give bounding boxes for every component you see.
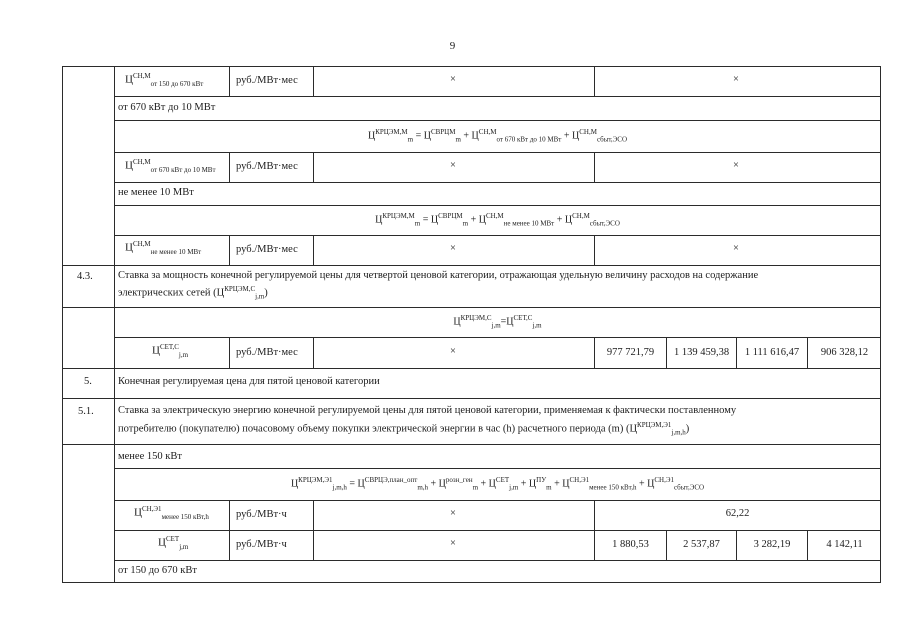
- value-cell: 1 111 616,47: [744, 347, 800, 358]
- section-text: Ставка за мощность конечной регулируемой цены для четвертой ценовой категории, отражающая удельную величину расходов на содержание: [118, 270, 759, 281]
- table-row: [114, 444, 881, 469]
- power-range-label: не менее 10 МВт: [118, 187, 194, 198]
- value-cell: 1 139 459,38: [673, 347, 730, 358]
- formula: $Ц^{КРЦЭМ,М}_m = Ц^{СВРЦМ}_m + Ц^{СН,М}_{от 670 кВт до 10 МВт} + Ц^{СН,М}_{сбыт,ЭСО}$: [367, 128, 628, 144]
- value-cell: 906 328,12: [820, 347, 869, 358]
- power-range-label: от 670 кВт до 10 МВт: [118, 102, 216, 113]
- value-cell: 2 537,87: [683, 539, 720, 550]
- table-row: [114, 182, 881, 206]
- table-row: [114, 560, 881, 583]
- section-number: 5.: [84, 376, 92, 387]
- tariff-symbol: $Ц^{СН,Э1}_{менее 150 кВт,h}$: [134, 505, 209, 521]
- cross-mark: ×: [450, 538, 456, 549]
- section-text: Конечная регулируемая цена для пятой ценовой категории: [118, 376, 380, 387]
- value-cell: 4 142,11: [826, 539, 863, 550]
- value-cell: 977 721,79: [606, 347, 655, 358]
- table-row: [114, 96, 881, 121]
- tariff-symbol: $Ц^{СН,М}_{от 150 до 670 кВт}$: [125, 72, 204, 88]
- unit-label: руб./МВт·мес: [236, 75, 298, 86]
- cross-mark: ×: [450, 160, 456, 171]
- section-number: 4.3.: [77, 271, 93, 282]
- page-number: 9: [449, 40, 456, 52]
- value-cell: 1 880,53: [612, 539, 649, 550]
- value-cell: 62,22: [725, 508, 750, 519]
- unit-label: руб./МВт·ч: [236, 509, 287, 520]
- unit-label: руб./МВт·мес: [236, 347, 298, 358]
- section-text: Ставка за электрическую энергию конечной регулируемой цены для пятой ценовой категории, применяемая к фактически поставленному: [118, 405, 737, 416]
- power-range-label: менее 150 кВт: [118, 451, 182, 462]
- cross-mark: ×: [733, 243, 739, 254]
- unit-label: руб./МВт·мес: [236, 244, 298, 255]
- formula: $Ц^{КРЦЭМ,С}_{j,m}=Ц^{СЕТ,С}_{j,m}$: [453, 314, 542, 330]
- cross-mark: ×: [733, 74, 739, 85]
- unit-label: руб./МВт·ч: [236, 539, 287, 550]
- section-text: электрических сетей $(Ц^{КРЦЭМ,С}_{j,m})$: [118, 285, 268, 301]
- tariff-symbol: $Ц^{СН,М}_{не менее 10 МВт}$: [125, 240, 202, 256]
- section-number: 5.1.: [78, 406, 94, 417]
- formula: $Ц^{КРЦЭМ,М}_m = Ц^{СВРЦМ}_m + Ц^{СН,М}_{не менее 10 МВт} + Ц^{СН,М}_{сбыт,ЭСО}$: [375, 212, 620, 228]
- tariff-symbol: $Ц^{СЕТ}_{j,m}$: [158, 535, 189, 551]
- value-cell: 3 282,19: [753, 539, 791, 550]
- cross-mark: ×: [450, 74, 456, 85]
- power-range-label: от 150 до 670 кВт: [118, 565, 197, 576]
- cross-mark: ×: [733, 160, 739, 171]
- cross-mark: ×: [450, 243, 456, 254]
- section-text: потребителю (покупателю) почасовому объему покупки электрической энергии в час (h) расчетного периода (m) $(Ц^{КРЦЭМ,Э1}_{j,m,h})$: [118, 421, 690, 437]
- unit-label: руб./МВт·мес: [236, 161, 298, 172]
- cross-mark: ×: [450, 508, 456, 519]
- formula: $Ц^{КРЦЭМ,Э1}_{j,m,h} = Ц^{СВРЦЭ,план\_опт}_{m,h} + Ц^{розн\_ген}_m + Ц^{СЕТ}_{j,m} + Ц^{ПУ}_m + Ц^{СН,Э1}_{менее 150 кВт,h} + Ц^{СН,Э1}_{сбыт,ЭСО}$: [290, 476, 705, 492]
- tariff-symbol: $Ц^{СЕТ,С}_{j,m}$: [152, 343, 189, 359]
- tariff-symbol: $Ц^{СН,М}_{от 670 кВт до 10 МВт}$: [125, 158, 216, 174]
- cross-mark: ×: [450, 346, 456, 357]
